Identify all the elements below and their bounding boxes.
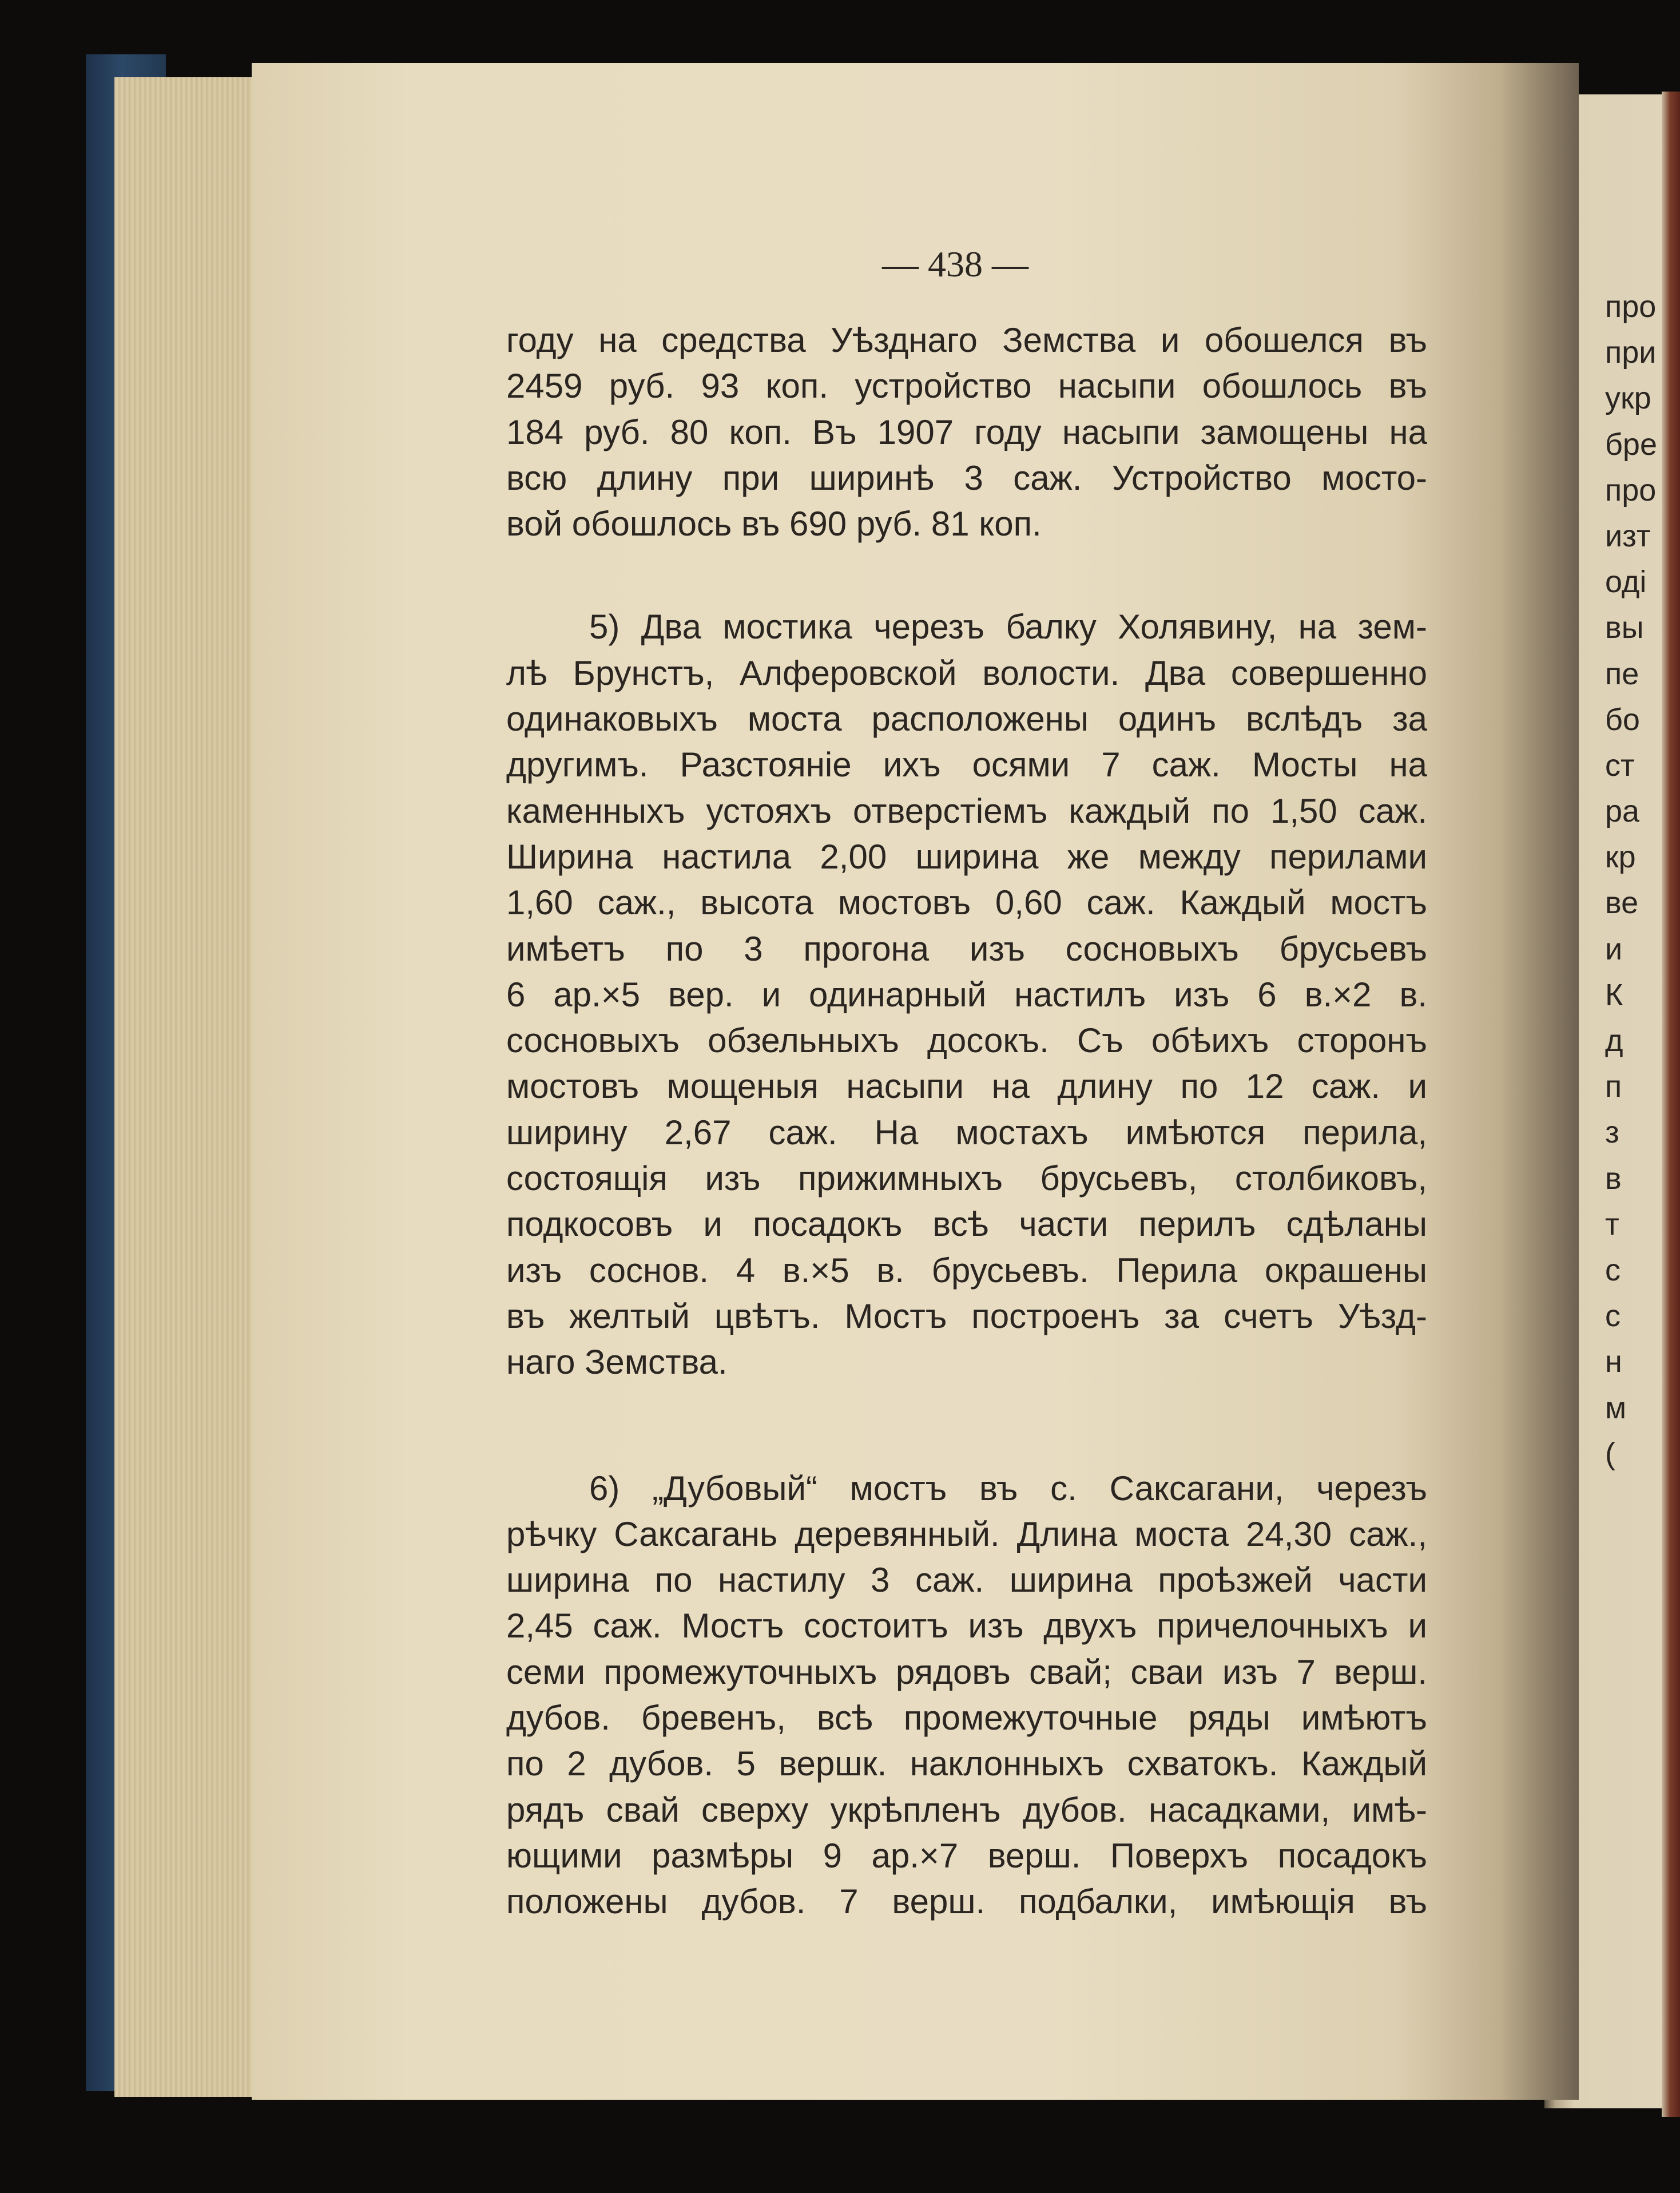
text-line: рядъ свай сверху укрѣпленъ дубов. насадками, имѣ- xyxy=(506,1790,1427,1829)
text-fragment: м xyxy=(1605,1390,1627,1425)
text-fragment: т xyxy=(1605,1207,1619,1242)
text-line: Ширина настила 2,00 ширина же между перилами xyxy=(506,837,1427,876)
text-fragment: п xyxy=(1605,1069,1622,1104)
text-line: рѣчку Саксагань деревянный. Длина моста 24,30 саж., xyxy=(506,1514,1427,1553)
text-line: мостовъ мощеныя насыпи на длину по 12 саж. и xyxy=(506,1067,1427,1106)
text-line: одинаковыхъ моста расположены одинъ вслѣдъ за xyxy=(506,700,1427,739)
text-fragment: с xyxy=(1605,1299,1621,1334)
paragraph-2 xyxy=(506,604,1427,1385)
page-number: — 438 — xyxy=(882,244,1028,284)
text-line: 1,60 саж., высота мостовъ 0,60 саж. Каждый мостъ xyxy=(506,883,1427,922)
text-line: наго Земства. xyxy=(506,1343,728,1382)
text-fragment: и xyxy=(1605,931,1623,966)
text-line: положены дубов. 7 верш. подбалки, имѣющія въ xyxy=(506,1882,1427,1921)
text-line: вой обошлось въ 690 руб. 81 коп. xyxy=(506,505,1042,544)
text-fragment: з xyxy=(1605,1115,1619,1150)
text-fragment: вы xyxy=(1605,610,1644,645)
page-block-edge xyxy=(114,77,263,2097)
text-line: подкосовъ и посадокъ всѣ части перилъ сдѣланы xyxy=(506,1205,1427,1244)
text-line: 5) Два мостика черезъ балку Холявину, на зем- xyxy=(589,608,1427,647)
text-line: лѣ Брунстъ, Алферовской волости. Два совершенно xyxy=(506,653,1427,692)
text-line: 2,45 саж. Мостъ состоитъ изъ двухъ причелочныхъ и xyxy=(506,1607,1427,1645)
text-line: каменныхъ устояхъ отверстіемъ каждый по 1,50 саж. xyxy=(506,791,1427,830)
text-fragment: изт xyxy=(1605,518,1651,553)
text-fragment: ст xyxy=(1605,748,1635,783)
text-line: 6 ар.×5 вер. и одинарный настилъ изъ 6 в.×2 в. xyxy=(506,975,1427,1014)
text-line: семи промежуточныхъ рядовъ свай; сваи изъ 7 верш. xyxy=(506,1652,1427,1691)
text-fragment: укр xyxy=(1605,381,1651,416)
text-line: состоящія изъ прижимныхъ брусьевъ, столбиковъ, xyxy=(506,1159,1427,1198)
text-line: ющими размѣры 9 ар.×7 верш. Поверхъ посадокъ xyxy=(506,1836,1427,1875)
text-line: 2459 руб. 93 коп. устройство насыпи обошлось въ xyxy=(506,367,1427,406)
text-line: въ желтый цвѣтъ. Мостъ построенъ за счетъ Уѣзд- xyxy=(506,1296,1427,1335)
text-line: всю длину при ширинѣ 3 саж. Устройство мосто- xyxy=(506,458,1427,497)
right-page-text-fragments xyxy=(1605,289,1668,1482)
text-fragment: бре xyxy=(1605,427,1657,462)
text-fragment: с xyxy=(1605,1252,1621,1287)
text-line: другимъ. Разстояніе ихъ осями 7 саж. Мосты на xyxy=(506,745,1427,784)
paragraph-3 xyxy=(506,1466,1427,1925)
text-line: 184 руб. 80 коп. Въ 1907 году насыпи замощены на xyxy=(506,413,1427,451)
text-fragment: про xyxy=(1605,473,1657,507)
text-line: ширину 2,67 саж. На мостахъ имѣются перила, xyxy=(506,1113,1427,1152)
text-fragment: ра xyxy=(1605,794,1640,829)
text-line: дубов. бревенъ, всѣ промежуточные ряды имѣютъ xyxy=(506,1699,1427,1738)
text-fragment: бо xyxy=(1605,702,1640,737)
text-fragment: при xyxy=(1605,335,1657,370)
text-fragment: д xyxy=(1605,1024,1623,1058)
text-fragment: пе xyxy=(1605,656,1639,691)
text-fragment: в xyxy=(1605,1161,1622,1196)
text-line: сосновыхъ обзельныхъ досокъ. Съ обѣихъ сторонъ xyxy=(506,1021,1427,1060)
text-fragment: ( xyxy=(1605,1436,1615,1471)
text-line: по 2 дубов. 5 вершк. наклонныхъ схватокъ. Каждый xyxy=(506,1744,1427,1783)
text-line: ширина по настилу 3 саж. ширина проѣзжей части xyxy=(506,1561,1427,1600)
page-body-text xyxy=(506,318,1427,1925)
text-fragment: К xyxy=(1605,977,1623,1012)
text-fragment: про xyxy=(1605,290,1657,324)
text-fragment: н xyxy=(1605,1345,1622,1379)
paragraph-1 xyxy=(506,318,1427,547)
text-line: изъ соснов. 4 в.×5 в. брусьевъ. Перила окрашены xyxy=(506,1251,1427,1290)
text-fragment: ве xyxy=(1605,886,1639,921)
text-line: году на средства Уѣзднаго Земства и обошелся въ xyxy=(506,321,1427,359)
text-fragment: оді xyxy=(1605,565,1647,600)
text-fragment: кр xyxy=(1605,840,1636,875)
text-line: 6) „Дубовый“ мостъ въ с. Саксагани, черезъ xyxy=(589,1469,1427,1508)
text-line: имѣетъ по 3 прогона изъ сосновыхъ брусьевъ xyxy=(506,929,1427,968)
